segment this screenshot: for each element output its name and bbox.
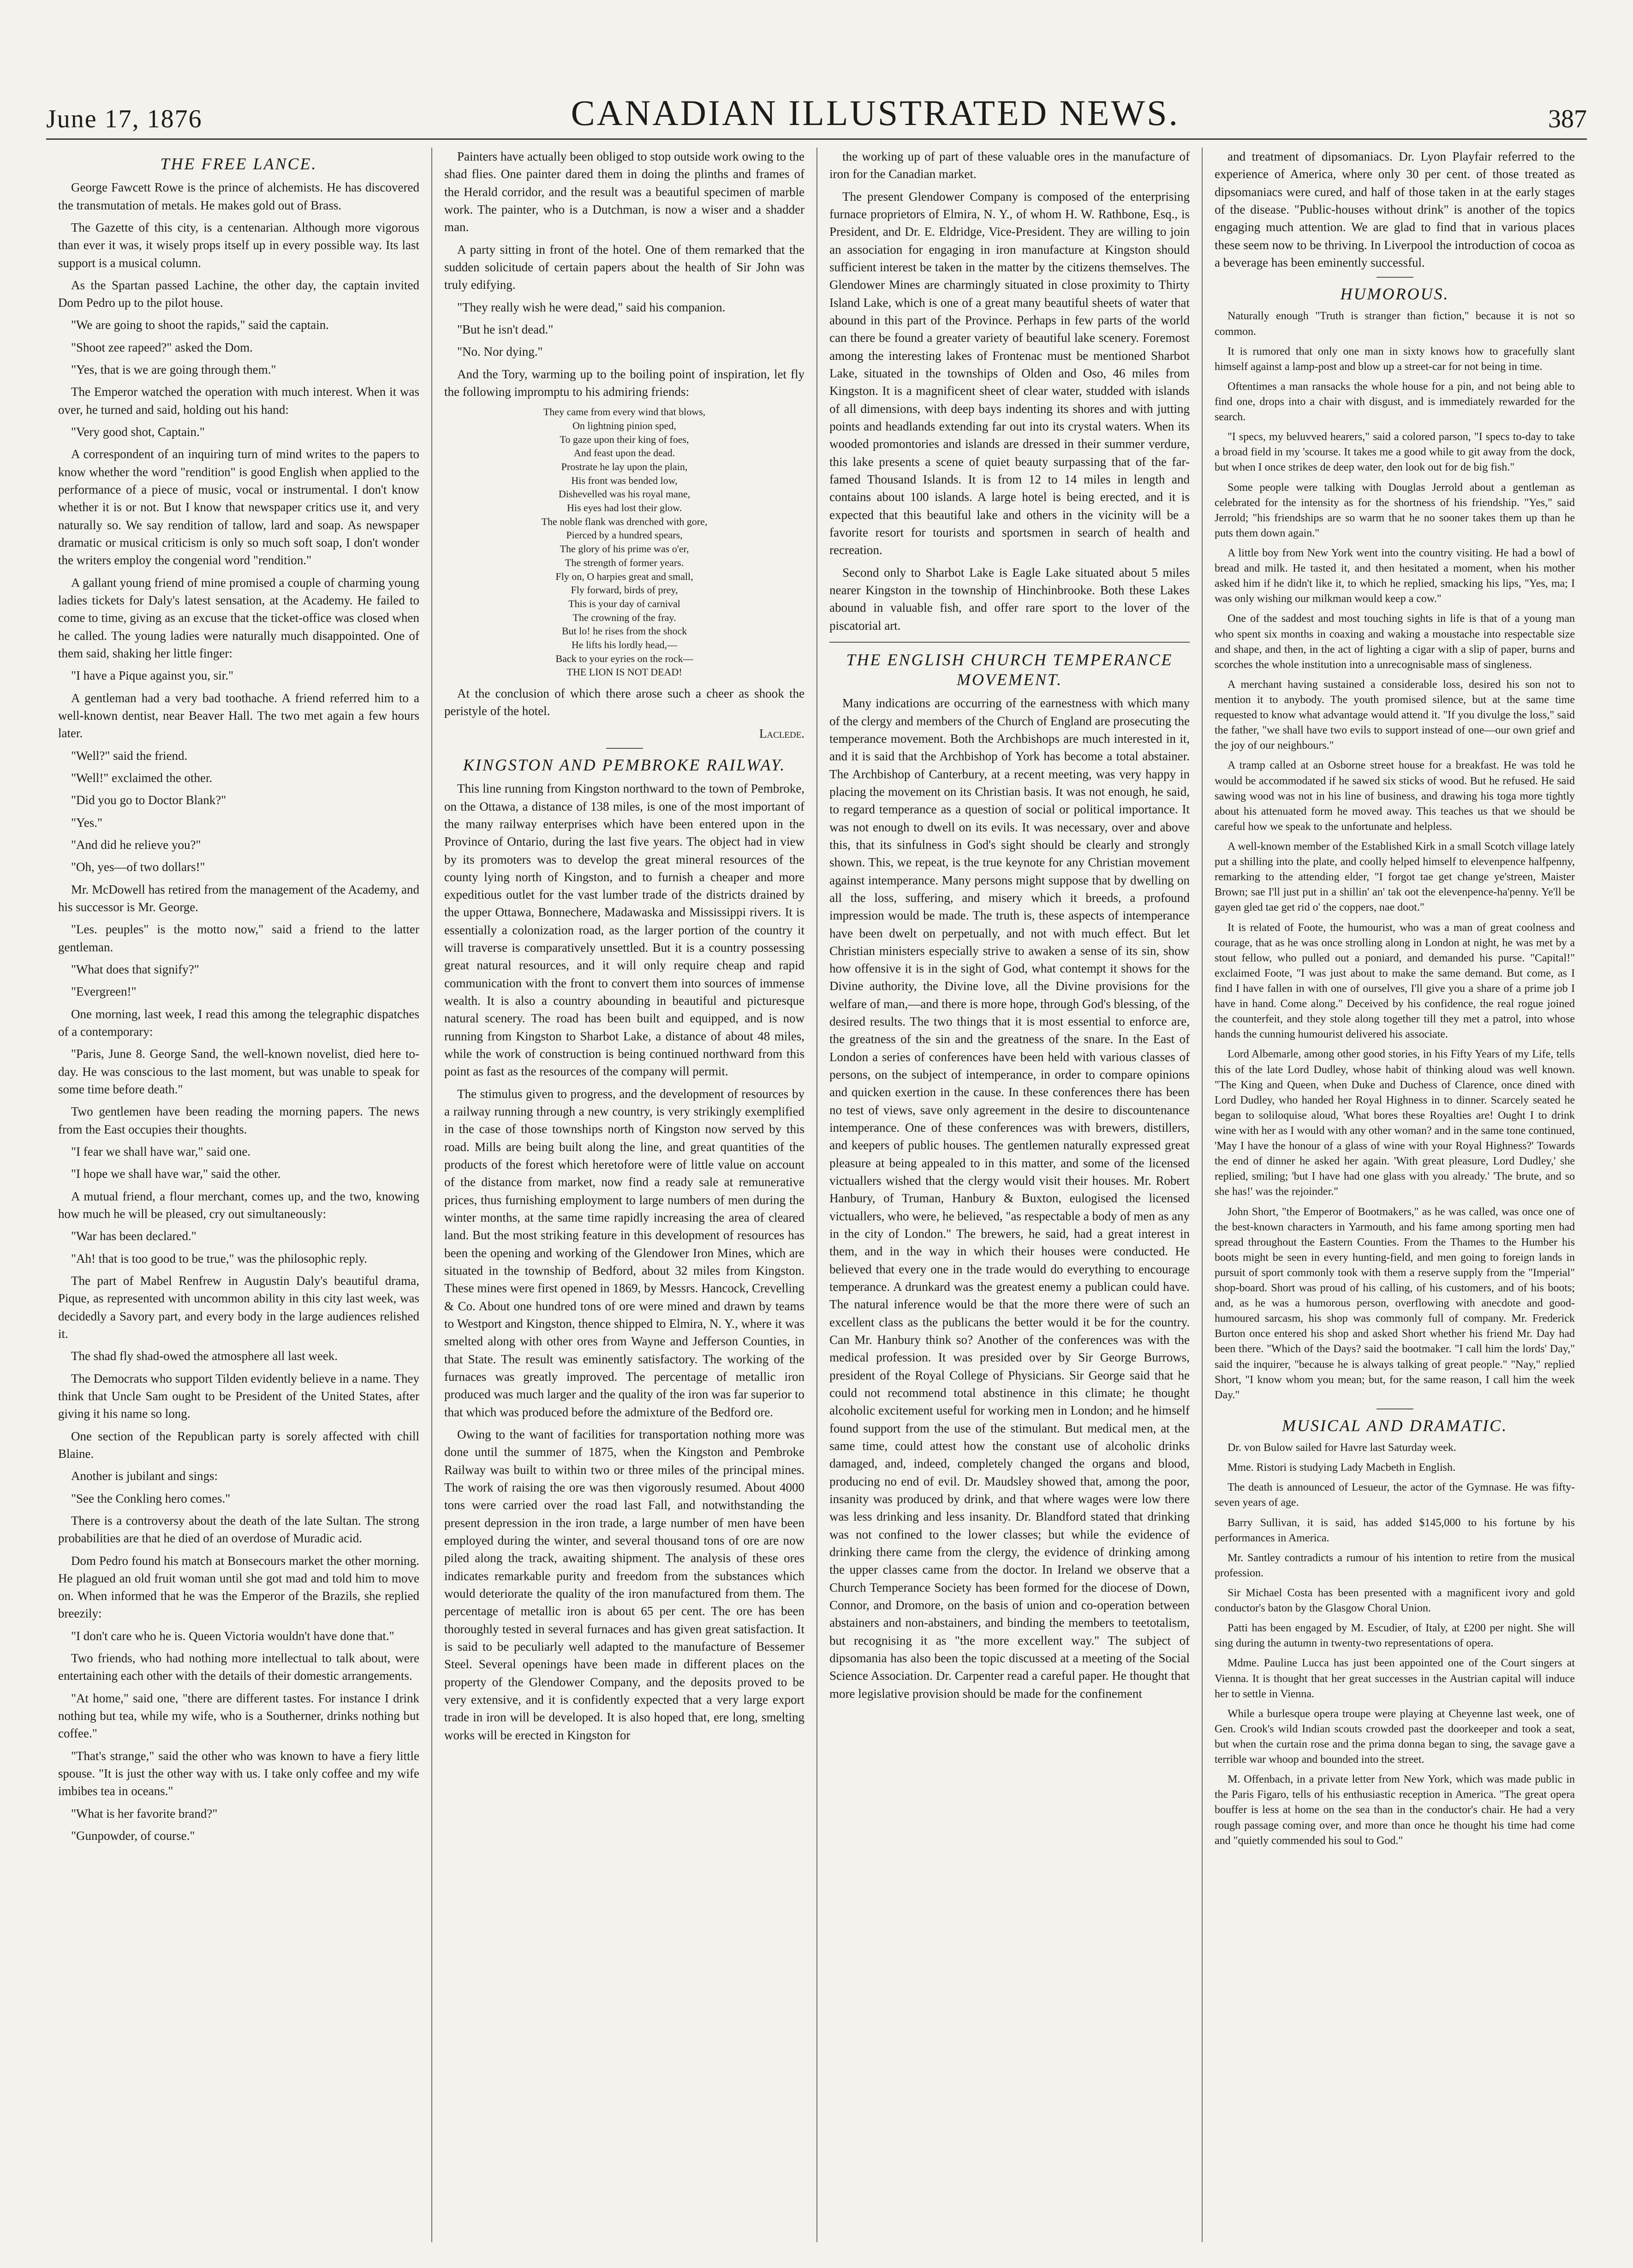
article-columns: [46, 148, 1587, 2242]
paragraph: "Les. peuples" is the motto now," said a friend to the latter gentleman.: [58, 922, 419, 954]
paragraph: While a burlesque opera troupe were playing at Cheyenne last week, one of Gen. Crook's wild Indian scouts crowded past the doorkeeper and took a seat, but when the curtain rose and the prima donna began to sing, the savage gave a terrible war whoop and bounded into the street.: [1215, 1707, 1575, 1766]
paragraph: "I have a Pique against you, sir.": [71, 668, 233, 683]
column-3: [816, 148, 1202, 2242]
poem-line: The crowning of the fray.: [572, 611, 676, 623]
free-lance-heading: THE FREE LANCE.: [160, 155, 317, 173]
paragraph: and treatment of dipsomaniacs. Dr. Lyon Playfair referred to the experience of America, where only 30 per cent. of those treated as dipsomaniacs were cured, and half of those taken in at the early stages of the disease. "Public-houses without drink" is another of the topics engaging much attention. We are glad to find that in various places these seem now to be thriving. In Liverpool the introduction of cocoa as a beverage has been eminently successful.: [1215, 149, 1575, 269]
column-1: [46, 148, 431, 2242]
paragraph: Owing to the want of facilities for transportation nothing more was done until the summer of 1875, when the Kingston and Pembroke Railway was built to within two or three miles of the principal mines. The work of raising the ore was then vigorously resumed. About 4000 tons were carried over the road last Fall, and notwithstanding the present depression in the iron trade, a large number of men have been employed during the winter, and several thousand tons of ore are now piled along the track, awaiting shipment. The analysis of these ores indicates remarkable purity and freedom from the substances which would deteriorate the quality of the iron manufactured from them. The percentage of metallic iron is about 65 per cent. The ore has been thoroughly tested in several furnaces and has given great satisfaction. It is said to be peculiarly well adapted to the manufacture of Bessemer Steel. Several openings have been made in different places on the property of the Glendower Company, and the deposits proved to be very extensive, and it is confidently expected that a very large export trade in iron will be developed. It is also hoped that, ere long, smelting works will be erected in Kingston for: [444, 1427, 805, 1742]
paragraph: As the Spartan passed Lachine, the other day, the captain invited Dom Pedro up to the pilot house.: [58, 278, 419, 310]
paragraph: the working up of part of these valuable ores in the manufacture of iron for the Canadian market.: [829, 149, 1190, 181]
poem-line: To gaze upon their king of foes,: [560, 433, 689, 445]
page-number: 387: [1548, 105, 1587, 133]
paragraph: "Did you go to Doctor Blank?": [71, 793, 226, 807]
paragraph: The part of Mabel Renfrew in Augustin Daly's beautiful drama, Pique, as represented with uncommon ability in this city last week, was decidedly a Savory part, and every body in the large audiences relished it.: [58, 1273, 419, 1341]
poem-line: The glory of his prime was o'er,: [560, 543, 689, 555]
poem-stanza: [463, 624, 786, 679]
paragraph: It is rumored that only one man in sixty knows how to gracefully slant himself against a lamp-post and blow up a street-car for not being in time.: [1215, 345, 1575, 373]
paragraph: "See the Conkling hero comes.": [71, 1491, 231, 1505]
paragraph: One morning, last week, I read this among the telegraphic dispatches of a contemporary:: [58, 1007, 419, 1039]
paragraph: "They really wish he were dead," said his companion.: [457, 300, 726, 314]
paragraph: This line running from Kingston northward to the town of Pembroke, on the Ottawa, a distance of 138 miles, is one of the most important of the many railway enterprises which have been entered upon in the Province of Ontario, during the last five years. The object had in view by its promoters was to develop the great mineral resources of the county lying north of Kingston, and to furnish a cheaper and more expeditious outlet for the vast lumber trade of the districts drained by the upper Ottawa, Bonnechere, Madawaska and Mississippi rivers. It is essentially a colonization road, as the larger portion of the country it will traverse is comparatively unsettled. But it is a country possessing great natural resources, and it will only require cheap and rapid communication with the front to convert them into sources of immense wealth. It is also a country abounding in beautiful and picturesque natural scenery. The road has been built and equipped, and is now running from Kingston to Sharbot Lake, a distance of about 48 miles, while the work of construction is being continued northward from this point as fast as the resources of the company will permit.: [444, 782, 805, 1079]
section-divider: [1377, 277, 1413, 278]
humorous-body: [1215, 309, 1575, 1403]
paragraph: "Shoot zee rapeed?" asked the Dom.: [71, 340, 253, 354]
paragraph: A gallant young friend of mine promised a couple of charming young ladies tickets for Daly's latest sensation, at the Academy. He failed to come to time, giving as an excuse that the ticket-office was closed when he called. The young ladies were naturally much disappointed. One of them said, shaking her little finger:: [58, 575, 419, 661]
poem-line: The noble flank was drenched with gore,: [541, 515, 708, 527]
humorous-heading: HUMOROUS.: [1340, 285, 1449, 304]
poem-line: The strength of former years.: [565, 556, 684, 568]
paragraph: The Emperor watched the operation with much interest. When it was over, he turned and said, holding out his hand:: [58, 385, 419, 417]
paragraph: Some people were talking with Douglas Jerrold about a gentleman as celebrated for the intensity as for the shortness of his friendship. "Yes," said Jerrold; "his friendships are so warm that he no sooner takes them up than he puts them down again.": [1215, 481, 1575, 539]
paragraph: One section of the Republican party is sorely affected with chill Blaine.: [58, 1429, 419, 1461]
paragraph: "Ah! that is too good to be true," was the philosophic reply.: [71, 1251, 367, 1265]
column-4: [1202, 148, 1587, 2242]
paragraph: "That's strange," said the other who was known to have a fiery little spouse. "It is just the other way with us. I take only coffee and my wife imbibes tea in oceans.": [58, 1749, 419, 1798]
paragraph: A gentleman had a very bad toothache. A friend referred him to a well-known dentist, near Beaver Hall. The two met again a few hours later.: [58, 691, 419, 740]
paragraph: A merchant having sustained a considerable loss, desired his son not to mention it to anybody. The youth promised silence, but at the same time requested to know what advantage would attend it. "If you divulge the loss," said the father, "we shall have two evils to support instead of one—our own grief and the joy of our neighbours.": [1215, 678, 1575, 752]
paragraph: M. Offenbach, in a private letter from New York, which was made public in the Paris Figaro, tells of his enthusiastic reception in America. "The great opera bouffer is less at home on the sea than in the conductor's chair. He had a very rough passage coming over, and more than once he thought his time had come and "quietly commended his soul to God.": [1215, 1773, 1575, 1847]
paragraph: "I don't care who he is. Queen Victoria wouldn't have done that.": [71, 1629, 394, 1643]
paragraph: "I fear we shall have war," said one.: [71, 1144, 251, 1158]
signature: Laclede.: [759, 726, 805, 740]
paragraph: "And did he relieve you?": [71, 838, 201, 852]
paragraph: George Fawcett Rowe is the prince of alchemists. He has discovered the transmutation of metals. He makes gold out of Brass.: [58, 180, 419, 212]
poem-line: His eyes had lost their glow.: [566, 502, 682, 514]
page-header: [46, 83, 1587, 134]
paragraph: "Well!" exclaimed the other.: [71, 771, 213, 785]
poem-stanza: [463, 570, 786, 625]
paragraph: Painters have actually been obliged to stop outside work owing to the shad flies. One painter dared them in doing the plinths and frames of the Herald corridor, and the result was a beautiful specimen of marble work. The painter, who is a Dutchman, is now a wiser and a shadder man.: [444, 149, 805, 234]
paragraph: Second only to Sharbot Lake is Eagle Lake situated about 5 miles nearer Kingston in the township of Hinchinbrooke. Both these Lakes abound in valuable fish, and offer rare sport to the lover of the piscatorial art.: [829, 565, 1190, 633]
poem-line: Fly forward, birds of prey,: [571, 584, 678, 596]
paragraph: Sir Michael Costa has been presented with a magnificent ivory and gold conductor's baton by the Glasgow Choral Union.: [1215, 1587, 1575, 1615]
paragraph: "Well?" said the friend.: [71, 748, 188, 763]
poem-conclusion: At the conclusion of which there arose such a cheer as shook the peristyle of the hotel.: [444, 686, 805, 718]
paragraph: "At home," said one, "there are different tastes. For instance I drink nothing but tea, while my wife, who is a Southerner, drinks nothing but coffee.": [58, 1691, 419, 1741]
paragraph: A correspondent of an inquiring turn of mind writes to the papers to know whether the word "rendition" is good English when applied to the performance of a piece of music, vocal or instrumental. I don't know whether it is or not. But I know that newspaper critics use it, and very naturally so. We say rendition of tallow, lard and soap. As newspaper dramatic or musical criticism is only so much soft soap, I don't wonder the writers employ the congenial word "rendition.": [58, 447, 419, 567]
paragraph: "We are going to shoot the rapids," said the captain.: [71, 318, 329, 332]
paragraph: "War has been declared.": [71, 1229, 197, 1243]
railway-continued: [829, 148, 1190, 634]
paragraph: "But he isn't dead.": [457, 322, 554, 336]
paragraph: The present Glendower Company is composed of the enterprising furnace proprietors of Elmira, N. Y., of whom H. W. Rathbone, Esq., is President, and Dr. E. Eldridge, Vice-President. They are willing to join an association for engaging in iron manufacture at Kingston should sufficient interest be taken in the matter by the citizens themselves. The Glendower Mines are charmingly situated in close proximity to Thirty Island Lake, which is one of a great many beautiful sheets of water that abound in this part of the Province. Perhaps in few parts of the world can there be found a greater variety of beautiful lake scenery. Foremost among the interesting lakes of Frontenac must be mentioned Sharbot Lake, situated in the townships of Olden and Oso, 46 miles from Kingston. It is a magnificent sheet of clear water, studded with islands of all dimensions, with deep bays indenting its shores and with jutting points and headlands extending far out into its crystal waters. When its wooded promontories and islands are dressed in their summer verdure, this lake presents a scene of quiet beauty surpassing that of the far-famed Thousand Islands. It is from 12 to 14 miles in length and contains about 100 islands. A large hotel is being erected, and it is expected that this beautiful lake and others in the vicinity will be a favorite resort for tourists and sportsmen in search of health and recreation.: [829, 189, 1190, 557]
paragraph: The death is announced of Lesueur, the actor of the Gymnase. He was fifty-seven years of age.: [1215, 1481, 1575, 1509]
railway-heading: KINGSTON AND PEMBROKE RAILWAY.: [463, 756, 786, 774]
paragraph: The shad fly shad-owed the atmosphere all last week.: [71, 1349, 338, 1363]
paragraph: "No. Nor dying.": [457, 345, 543, 359]
temperance-continued: [1215, 148, 1575, 271]
paragraph: "Paris, June 8. George Sand, the well-known novelist, died here to-day. He was conscious to the last moment, but was unable to speak for some time before death.": [58, 1047, 419, 1096]
paragraph: A tramp called at an Osborne street house for a breakfast. He was told he would be accommodated if he sawed six sticks of wood. But he refused. He said sawing wood was not in his line of business, and drawing his toga more tightly about his attenuated form he moved away. This teaches us that we should be careful how we speak to the unfortunate and helpless.: [1215, 759, 1575, 833]
paragraph: A little boy from New York went into the country visiting. He had a bowl of bread and milk. He tasted it, and then hesitated a moment, when his mother asked him if he didn't like it, to which he replied, smacking his lips, "Yes, ma; I was only wishing our milkman would keep a cow.": [1215, 547, 1575, 605]
temperance-body: [829, 694, 1190, 1702]
poem-line: Prostrate he lay upon the plain,: [561, 461, 688, 473]
paragraph: Naturally enough "Truth is stranger than fiction," because it is not so common.: [1215, 310, 1575, 338]
free-lance-continued: [444, 148, 805, 400]
poem-stanza: [463, 515, 786, 570]
free-lance-body: [58, 179, 419, 1844]
paragraph: Patti has been engaged by M. Escudier, of Italy, at £200 per night. She will sing during the autumn in twenty-two representations of opera.: [1215, 1622, 1575, 1650]
paragraph: Oftentimes a man ransacks the whole house for a pin, and not being able to find one, drops into a chair with disgust, and is immediately rewarded for the search.: [1215, 380, 1575, 424]
paragraph: Mr. McDowell has retired from the management of the Academy, and his successor is Mr. George.: [58, 882, 419, 914]
musical-heading: MUSICAL AND DRAMATIC.: [1281, 1416, 1508, 1435]
poem-line: He lifts his lordly head,—: [571, 639, 678, 651]
poem-line: Back to your eyries on the rock—: [555, 652, 693, 664]
paragraph: One of the saddest and most touching sights in life is that of a young man who spent six months in coaxing and waking a moustache into respectable size and shape, and then, in the act of lighting a cigar with a slip of paper, burns and scorches the whole institution into a unrecognisable mass of singleness.: [1215, 613, 1575, 671]
paragraph: A party sitting in front of the hotel. One of them remarked that the sudden solicitude of certain papers about the health of Sir John was truly edifying.: [444, 242, 805, 292]
paragraph: The stimulus given to progress, and the development of resources by a railway running through a new country, is very strikingly exemplified in the case of those townships north of Kingston now served by this road. Mills are being built along the line, and great quantities of the products of the forest which heretofore were of little value on account of the distance from market, now find a ready sale at remunerative prices, thus furnishing employment to large numbers of men during the winter months, at the same time rapidly increasing the area of cleared land. But the most striking feature in this development of resources has been the opening and working of the Glendower Iron Mines, which are situated in the township of Bedford, about 32 miles from Kingston. These mines were first opened in 1869, by Messrs. Hancock, Crevelling & Co. About one hundred tons of ore were mined and drawn by teams to Westport and Kingston, thence shipped to Elmira, N. Y., where it was smelted along with other ores from Wayne and Jefferson Counties, in that State. The result was eminently satisfactory. The working of the furnaces was greatly improved. The percentage of metallic iron produced was much larger and the quality of the iron was far superior to that which was produced before the admixture of the Bedford ore.: [444, 1086, 805, 1419]
paragraph: There is a controversy about the death of the late Sultan. The strong probabilities are that he died of an overdose of Muradic acid.: [58, 1513, 419, 1546]
column-2: [431, 148, 816, 2242]
paragraph: "What does that signify?": [71, 962, 199, 976]
paragraph: And the Tory, warming up to the boiling point of inspiration, let fly the following impromptu to his admiring friends:: [444, 367, 805, 399]
paragraph: Barry Sullivan, it is said, has added $145,000 to his fortune by his performances in America.: [1215, 1516, 1575, 1544]
paragraph: It is related of Foote, the humourist, who was a man of great coolness and courage, that as he was once strolling along in London at night, he was met by a stout fellow, who pulled out a poniard, and demanded his purse. "Capital!" exclaimed Foote, "I was just about to make the same demand. But come, as I find I have fallen in with one of ourselves, I'll give you a share of a prime job I have in hand. Come along." Deceived by his confidence, the real rogue joined the counterfeit, and they stole along together till they met a patrol, into whose hands the cunning humourist delivered his associate.: [1215, 921, 1575, 1041]
issue-date: June 17, 1876: [46, 105, 203, 133]
paragraph: "I specs, my beluvved hearers," said a colored parson, "I specs to-day to take a broad field in my 'scourse. It takes me a good while to git away from the dock, but when I once strikes de deep water, den look out for de big fish.": [1215, 431, 1575, 474]
poem-line: But lo! he rises from the shock: [561, 625, 687, 637]
poem-line: His front was bended low,: [571, 474, 678, 486]
paragraph: "Yes, that is we are going through them.": [71, 363, 276, 377]
paragraph: "Gunpowder, of course.": [71, 1829, 195, 1843]
paragraph: "I hope we shall have war," said the other.: [71, 1167, 281, 1181]
paragraph: "Evergreen!": [71, 985, 137, 999]
masthead-title: CANADIAN ILLUSTRATED NEWS.: [571, 93, 1180, 133]
poem-line: Fly on, O harpies great and small,: [555, 570, 693, 582]
header-rule: [46, 138, 1587, 140]
poem-stanza: [463, 460, 786, 515]
paragraph: Two friends, who had nothing more intellectual to talk about, were entertaining each other with the details of their domestic arrangements.: [58, 1651, 419, 1683]
paragraph: A mutual friend, a flour merchant, comes up, and the two, knowing how much he will be pleased, cry out simultaneously:: [58, 1189, 419, 1221]
paragraph: John Short, "the Emperor of Bootmakers," as he was called, was once one of the best-known characters in Yarmouth, and his fame among sporting men had spread throughout the Eastern Counties. From the Thames to the Humber his boots might be seen in every hunting-field, and men going to foreign lands in pursuit of sport commonly took with them a reserve supply from the "Imperial" shop-board. Short was proud of his calling, of his customers, and of his boots; and, as he was a humorous person, overflowing with anecdote and good-humoured sarcasm, his shop was commonly full of company. Mr. Frederick Burton once entered his shop and asked Short whether his friend Mr. Day had been there. "Which of the Days? said the bootmaker. "I call him the lords' Day," said the inquirer, "because he is always talking of great people." "Nay," replied Short, "I know whom you mean; but, for the same reason, I call him the week Day.": [1215, 1206, 1575, 1401]
paragraph: Dr. von Bulow sailed for Havre last Saturday week.: [1228, 1442, 1456, 1454]
paragraph: Mme. Ristori is studying Lady Macbeth in English.: [1228, 1462, 1455, 1474]
paragraph: Another is jubilant and sings:: [71, 1469, 218, 1483]
poem: [463, 405, 786, 679]
paragraph: A well-known member of the Established Kirk in a small Scotch village lately put a shilling into the plate, and coolly helped himself to elevenpence halfpenny, remarking to the attending elder, "I forgot tae get change ye'streen, Maister Brown; sae I'll just put in a shillin' an' tak oot the elevenpence-ha'penny. Ye'll be gayen gled tae get rid o' the coppers, nae doot.": [1215, 840, 1575, 914]
poem-line: And feast upon the dead.: [573, 447, 675, 459]
paragraph: The Gazette of this city, is a centenarian. Although more vigorous than ever it was, it wisely props itself up in every possible way. Its last support is a musical column.: [58, 220, 419, 270]
paragraph: "What is her favorite brand?": [71, 1806, 218, 1820]
poem-line: They came from every wind that blows,: [543, 406, 706, 418]
paragraph: "Oh, yes—of two dollars!": [71, 860, 205, 874]
paragraph: Mr. Santley contradicts a rumour of his intention to retire from the musical profession.: [1215, 1552, 1575, 1579]
musical-body: [1215, 1440, 1575, 1849]
section-divider: [606, 748, 643, 749]
paragraph: "Yes.": [71, 815, 103, 830]
paragraph: Lord Albemarle, among other good stories, in his Fifty Years of my Life, tells this of the late Lord Dudley, whose habit of thinking aloud was well known. "The King and Queen, when Duke and Duchess of Clarence, once dined with Lord Dudley, who handed her Royal Highness in to dinner. Scarcely seated he began to soliloquise aloud, 'What bores these Royalties are! Ought I to drink wine with her as I would with any other woman? and in the same tone continued, 'May I have the honour of a glass of wine with your Royal Highness?' Towards the end of dinner he asked her again. 'With great pleasure, Lord Dudley,' she replied, smiling; 'but I have had one glass with you already.' 'The brute, and so she has!' was the rejoinder.": [1215, 1048, 1575, 1198]
temperance-heading: THE ENGLISH CHURCH TEMPERANCE MOVEMENT.: [846, 650, 1173, 689]
paragraph: Two gentlemen have been reading the morning papers. The news from the East occupies their thoughts.: [58, 1104, 419, 1136]
poem-line: Pierced by a hundred spears,: [566, 529, 683, 541]
poem-line: THE LION IS NOT DEAD!: [566, 666, 682, 678]
poem-stanza: [463, 405, 786, 460]
section-divider: [829, 642, 1190, 643]
paragraph: The Democrats who support Tilden evidently believe in a name. They think that Uncle Sam ought to be President of the United States, after giving it his name so long.: [58, 1371, 419, 1421]
paragraph: Many indications are occurring of the earnestness with which many of the clergy and members of the Church of England are prosecuting the temperance movement. Both the Archbishops are much interested in it, and it is said that the Archbishop of York has become a total abstainer. The Archbishop of Canterbury, at a recent meeting, was very happy in placing the movement on its Christian basis. It was not enough, he said, to regard temperance as a question of social or political importance. It was not enough to dwell on its evils. It was necessary, over and above this, that its sinfulness in God's sight should be clearly and strongly shown. This, we repeat, is the true keynote for any Christian movement against intemperance. Many persons might suppose that by dwelling on all the loss, suffering, and misery which it breeds, a profound impression would be made. The truth is, these aspects of intemperance have been dwelt on perpetually, and not with much effect. But let Christian ministers especially strive to awaken a sense of its sin, show how offensive it is in the sight of God, what contempt it shows for the Divine authority, the Divine love, all the Divine provisions for the welfare of man,—and there is more hope, through God's blessing, of the desired results. The two things that it is most essential to enforce are, the greatness of the sin and the greatness of the snare. In the East of London a series of conferences have been held with various classes of persons, on the subject of intemperance, in order to compare opinions and quicken exertion in the cause. In these conferences there has been no test of views, save only agreement in the desire to discountenance intemperance. One of these conferences was with brewers, distillers, and keepers of public houses. The gentlemen naturally expressed great pleasure at being appealed to in this matter, and some of the licensed victuallers wished that the clergy would visit their houses. Mr. Robert Hanbury, of Truman, Hanbury & Buxton, eulogised the licensed victuallers, who were, he believed, "as respectable a body of men as any in the city of London." The brewers, he said, had a great interest in them, and in the way in which their houses were conducted. He believed that every one in the trade would do everything to encourage temperance. A drunkard was the greatest enemy a publican could have. The natural inference would be that the more there were of such an excellent class as the publicans the better would it be for the country. Can Mr. Hanbury think so? Another of the conferences was with the medical profession. It was presided over by Sir George Burrows, president of the Royal College of Physicians. Sir George said that he could not recommend total abstinence in this climate; he thought alcoholic excitement useful for working men in London; and he himself found support from the use of the stimulant. But medical men, at the same time, could attest how the constant use of alcoholic drinks damaged, and, indeed, completely changed the organs and blood, producing no end of evil. Dr. Maudsley showed that, among the poor, insanity was produced by drink, and that where wages were low there was less drinking and less insanity. Dr. Blandford stated that drinking was not confined to the lower classes; but while the evidence of drinking there came from the clergy, the evidence of drinking among the upper classes came from the doctor. In Ireland we observe that a Church Temperance Society has been formed for the diocese of Down, Connor, and Dromore, on the basis of union and co-operation between abstainers and non-abstainers, and binding the members to teetotalism, but recognising it as "the more excellent way." The subject of dipsomania has also been the topic discussed at a meeting of the Social Science Association. Dr. Carpenter read a careful paper. He thought that more legislative provision should be made for the confinement: [829, 696, 1190, 1701]
paragraph: Mdme. Pauline Lucca has just been appointed one of the Court singers at Vienna. It is thought that her great successes in the Austrian capital will induce her to settle in Vienna.: [1215, 1657, 1575, 1700]
poem-line: Dishevelled was his royal mane,: [558, 488, 691, 500]
railway-body: [444, 780, 805, 1744]
paragraph: Dom Pedro found his match at Bonsecours market the other morning. He plagued an old fruit woman until she got mad and told him to move on. When informed that he was the Emperor of the Brazils, she replied breezily:: [58, 1553, 419, 1621]
poem-line: On lightning pinion sped,: [572, 419, 676, 431]
paragraph: "Very good shot, Captain.": [71, 425, 205, 439]
poem-line: This is your day of carnival: [568, 597, 680, 609]
